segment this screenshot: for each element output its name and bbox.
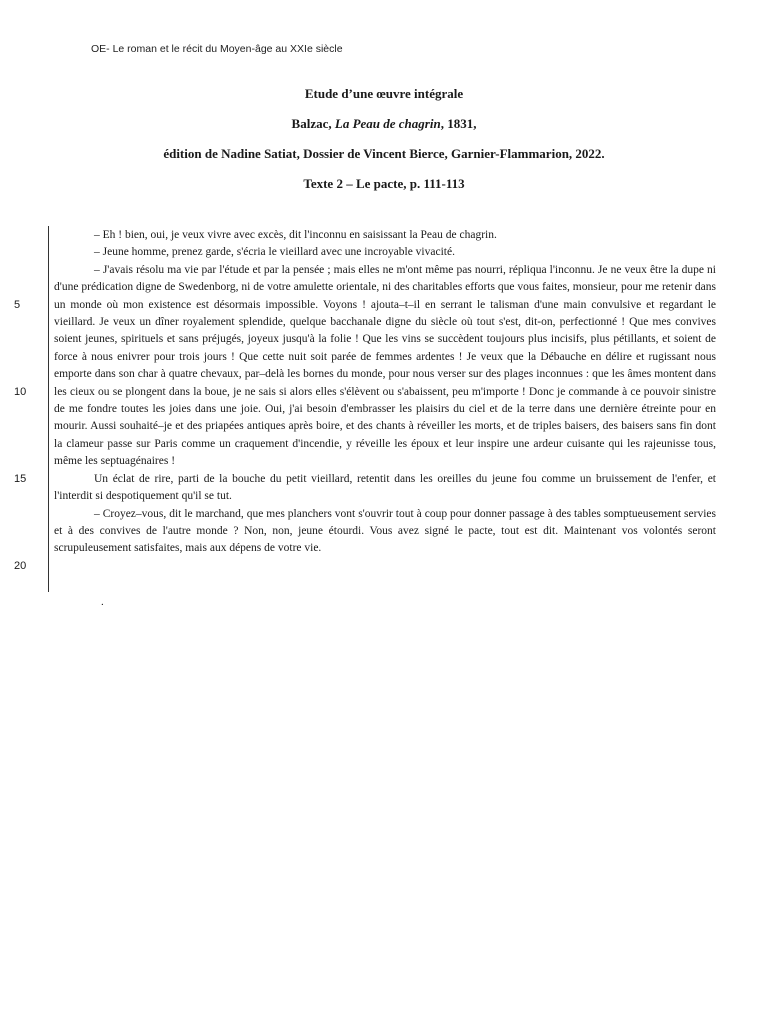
- title-year: , 1831,: [440, 116, 477, 131]
- excerpt-text: [54, 227, 716, 558]
- trailing-mark: .: [101, 596, 104, 608]
- title-text-ref: Texte 2 – Le pacte, p. 111-113: [303, 176, 465, 191]
- paragraph: – Eh ! bien, oui, je veux vivre avec excès, dit l'inconnu en saisissant la Peau de chagrin.: [94, 229, 497, 241]
- paragraph: – Croyez–vous, dit le marchand, que mes planchers vont s'ouvrir tout à coup pour donner passage à des tables somptueusement servies et à des convives de l'autre monde ? Non, non, jeune étourdi. Vous avez signé le pacte, tout est dit. Maintenant vos volontés seront scrupuleusement satisfaites, mais aux dépens de votre vie.: [54, 507, 716, 555]
- document-title-block: [0, 84, 768, 204]
- line-number: 10: [14, 385, 27, 398]
- line-number: 20: [14, 559, 27, 572]
- title-author: Balzac,: [291, 116, 335, 131]
- line-number: 15: [14, 472, 27, 485]
- paragraph: Un éclat de rire, parti de la bouche du petit vieillard, retentit dans les oreilles du jeune fou comme un bruissement de l'enfer, et l'interdit si despotiquement qu'il se tut.: [54, 472, 716, 503]
- title-work: [0, 114, 768, 144]
- title-work-name: La Peau de chagrin: [334, 116, 441, 131]
- paragraph: – J'avais résolu ma vie par l'étude et par la pensée ; mais elles ne m'ont même pas nourri, répliqua l'inconnu. Je ne veux être la dupe ni d'une prédication digne de Swedenborg, ni de votre amulette orientale, ni des charitables efforts que vous faites, monsieur, pour me retenir dans un monde où mon existence est désormais impossible. Voyons ! ajouta–t–il en serrant le talisman d'une main convulsive et regardant le vieillard. Je veux un dîner royalement splendide, quelque bacchanale digne du siècle où tout s'est, dit-on, perfectionné ! Que mes convives soient jeunes, spirituels et sans préjugés, joyeux jusqu'à la folie ! Que les vins se succèdent toujours plus incisifs, plus pétillants, et soient de force à nous enivrer pour trois jours ! Que cette nuit soit parée de femmes ardentes ! Je veux que la Débauche en délire et rugissant nous emporte dans son char à quatre chevaux, par–delà les bornes du monde, pour nous verser sur des plages inconnues : que les âmes montent dans les cieux ou se plongent dans la boue, je ne sais si alors elles s'élèvent ou s'abaissent, peu m'importe ! Donc je commande à ce pouvoir sinistre de me fondre toutes les joies dans une joie. Oui, j'ai besoin d'embrasser les plaisirs du ciel et de la terre dans une dernière étreinte pour en mourir. Aussi souhaité–je et des priapées antiques après boire, et des chants à réveiller les morts, et de triples baisers, des baisers sans fin dont la clameur passe sur Paris comme un craquement d'incendie, y réveille les époux et leur inspire une ardeur cuisante qui les rajeunisse tous, même les septuagénaires !: [54, 263, 716, 468]
- paragraph: – Jeune homme, prenez garde, s'écria le vieillard avec une incroyable vivacité.: [94, 246, 455, 259]
- course-label: OE- Le roman et le récit du Moyen-âge au XXIe siècle: [91, 43, 343, 55]
- title-study: Etude d’une œuvre intégrale: [304, 86, 464, 101]
- title-edition: édition de Nadine Satiat, Dossier de Vincent Bierce, Garnier-Flammarion, 2022.: [163, 146, 605, 161]
- line-number: 5: [14, 298, 21, 311]
